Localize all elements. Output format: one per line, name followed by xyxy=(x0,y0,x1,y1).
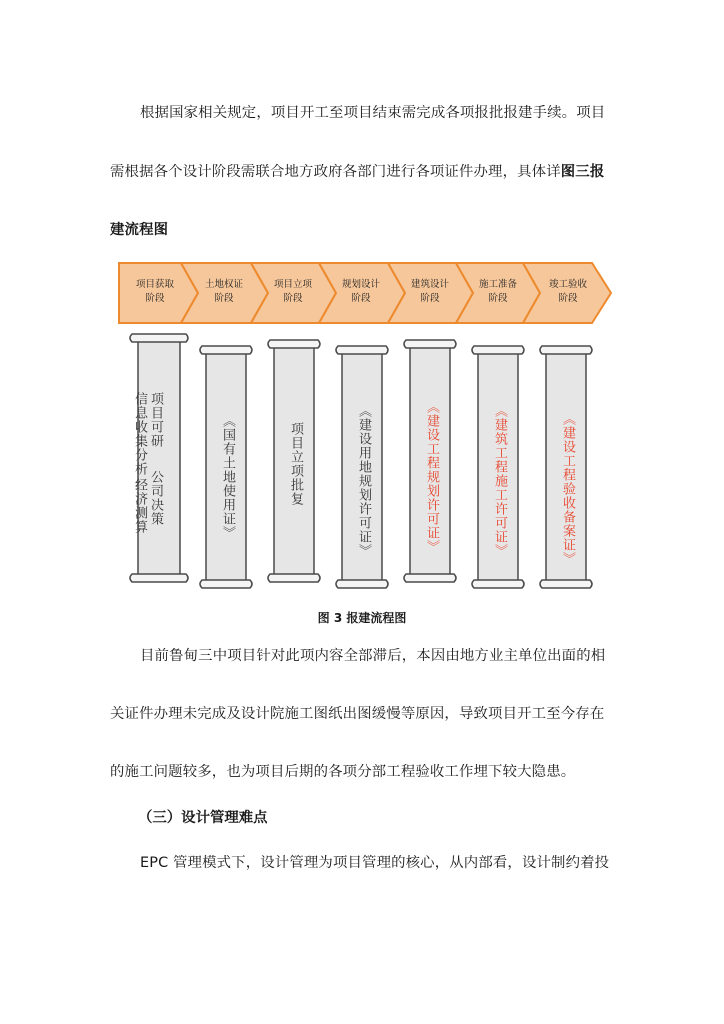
scroll-top-roll xyxy=(336,346,388,354)
scroll-text: 《国有土地使用证》 xyxy=(220,414,235,540)
scroll-bottom-roll xyxy=(404,574,456,582)
stage-label: 项目获取 阶段 xyxy=(135,279,174,304)
figure-caption: 图 3 报建流程图 xyxy=(317,611,407,625)
paragraph-2-line-3: 的施工问题较多，也为项目后期的各项分部工程验收工作埋下较大隐患。 xyxy=(110,764,576,780)
scroll-bottom-roll xyxy=(540,580,592,588)
scroll-land-planning-permit xyxy=(334,342,390,592)
scroll-engineering-planning-permit xyxy=(402,336,458,586)
scroll-top-roll xyxy=(200,346,252,354)
scroll-text: 《建筑工程施工许可证》 xyxy=(492,404,507,558)
scroll-text: 项目可研 xyxy=(148,392,163,448)
scroll-bottom-roll xyxy=(200,580,252,588)
scroll-text: 项目立项批复 xyxy=(288,422,303,506)
scroll-project-approval xyxy=(266,336,322,586)
process-flow-arrows xyxy=(116,260,616,326)
scroll-top-roll xyxy=(404,340,456,348)
scroll-acceptance-certificate xyxy=(538,342,594,592)
scroll-land-certificate xyxy=(198,342,254,592)
paragraph-1-line-2-text: 需根据各个设计阶段需联合地方政府各部门进行各项证件办理，具体详 xyxy=(110,164,561,180)
paragraph-1-line-1: 根据国家相关规定，项目开工至项目结束需完成各项报批报建手续。项目 xyxy=(140,105,606,121)
stage-label: 土地权证 阶段 xyxy=(204,279,243,304)
scroll-top-roll xyxy=(130,334,188,342)
paragraph-2-line-2: 关证件办理未完成及设计院施工图纸出图缓慢等原因，导致项目开工至今存在 xyxy=(110,706,605,722)
scroll-text: 信息收集分析 xyxy=(132,392,147,476)
figure-reference: 图三报 xyxy=(560,164,605,180)
scroll-text: 《建设用地规划许可证》 xyxy=(356,404,371,558)
stage-label: 规划设计 阶段 xyxy=(341,279,380,304)
scroll-bottom-roll xyxy=(268,574,320,582)
scroll-top-roll xyxy=(472,346,524,354)
paragraph-1-line-2 xyxy=(110,162,615,182)
scroll-bottom-roll xyxy=(130,574,188,582)
scroll-bottom-roll xyxy=(472,580,524,588)
scroll-text: 《建设工程验收备案证》 xyxy=(560,412,575,566)
scroll-top-roll xyxy=(268,340,320,348)
scroll-text: 《建设工程规划许可证》 xyxy=(424,400,439,554)
stage-label: 施工准备 阶段 xyxy=(478,279,517,304)
paragraph-3-line-1: EPC 管理模式下，设计管理为项目管理的核心，从内部看，设计制约着投 xyxy=(140,855,610,871)
scroll-text: 公司决策 xyxy=(148,470,163,526)
scroll-construction-permit xyxy=(470,342,526,592)
stage-label: 项目立项 阶段 xyxy=(273,279,312,304)
scroll-top-roll xyxy=(540,346,592,354)
figure-reference-continued: 建流程图 xyxy=(110,222,169,238)
scroll-project-acquisition xyxy=(128,330,190,586)
paragraph-2-line-1: 目前鲁甸三中项目针对此项内容全部滞后，本因由地方业主单位出面的相 xyxy=(140,648,606,664)
scroll-bottom-roll xyxy=(336,580,388,588)
scroll-text: 经济测算 xyxy=(132,478,147,534)
section-heading: （三）设计管理难点 xyxy=(138,810,268,826)
stage-label: 建筑设计 阶段 xyxy=(410,279,449,304)
stage-label: 竣工验收 阶段 xyxy=(548,279,587,304)
